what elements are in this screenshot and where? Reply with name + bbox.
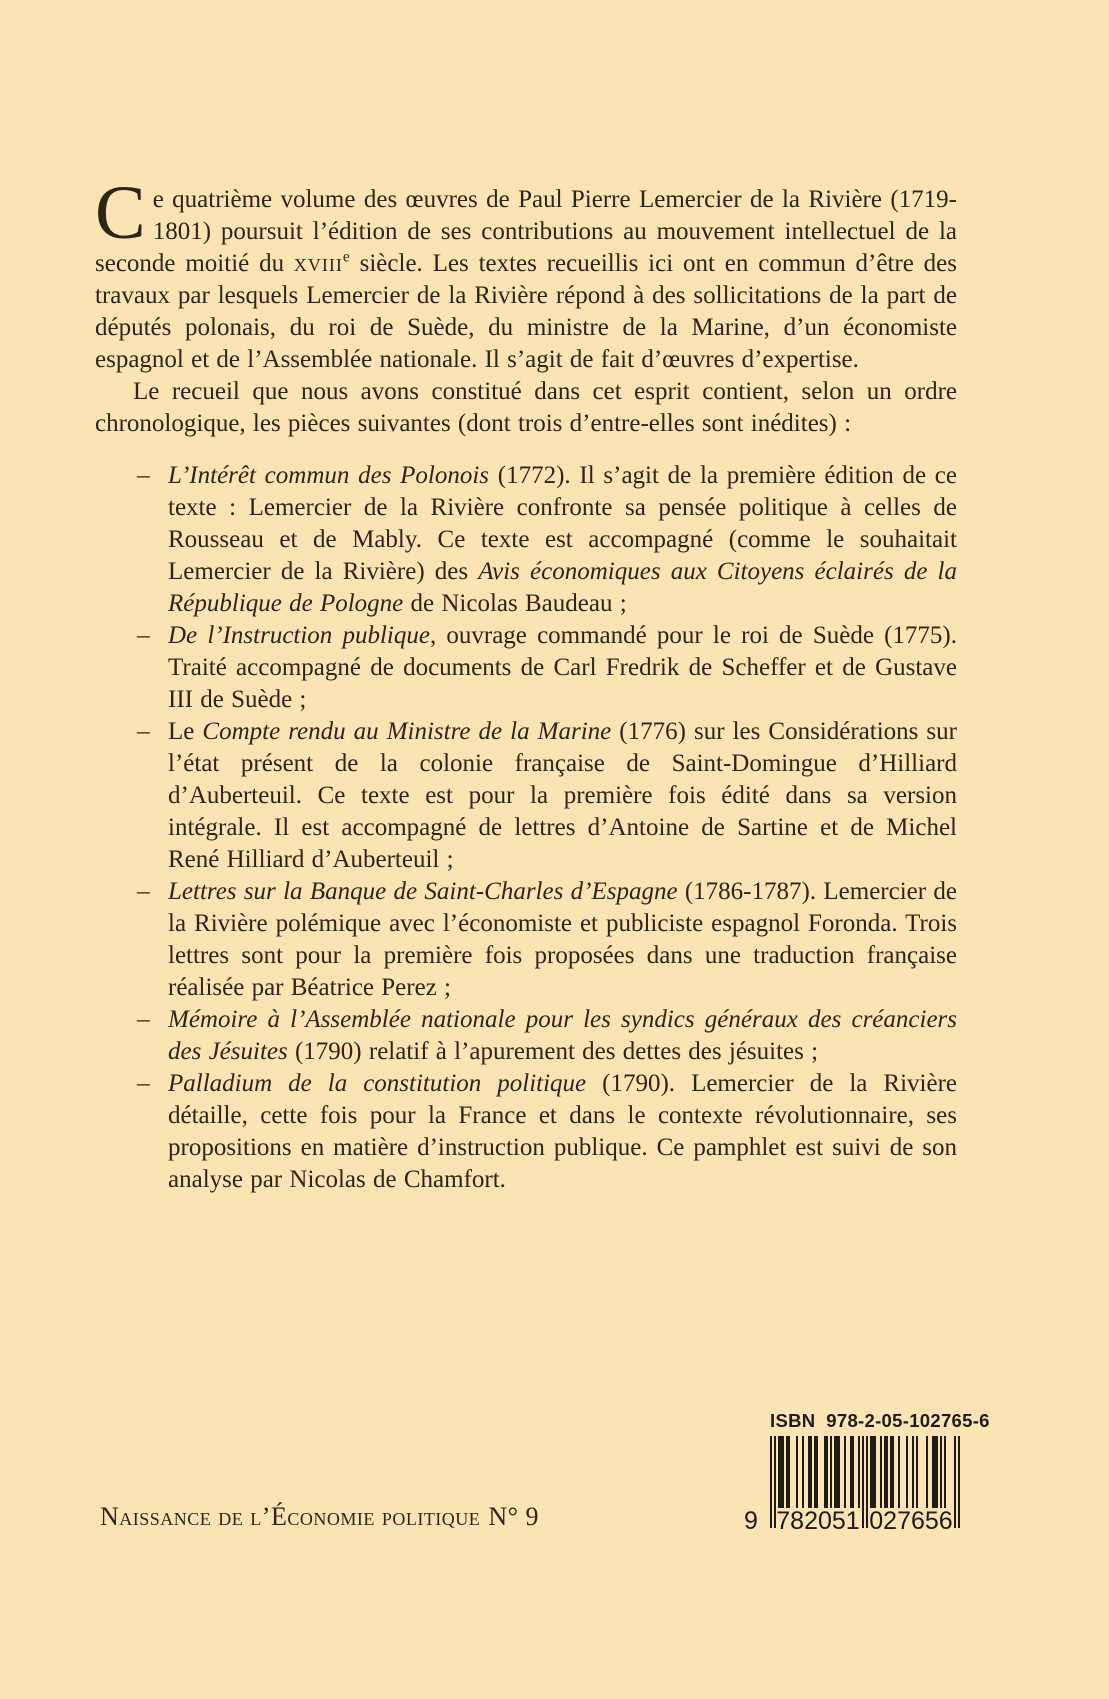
- barcode-bar: [834, 1436, 840, 1508]
- series-name: Naissance de l’Économie politique: [100, 1502, 481, 1531]
- barcode-bar: [906, 1436, 908, 1508]
- text-segment: Palladium de la constitution politique: [168, 1070, 587, 1097]
- text-segment: de Nicolas Baudeau ;: [403, 590, 627, 617]
- barcode-bar: [808, 1436, 812, 1508]
- barcode-bar: [884, 1436, 888, 1508]
- text-segment: xviii: [293, 250, 343, 277]
- barcode-bar: [778, 1436, 784, 1508]
- text-segment: Avis économiques aux Citoyens éclairés de la République de Pologne: [168, 558, 957, 617]
- barcode-bar: [870, 1436, 876, 1508]
- barcode-digits-right: 027656: [869, 1507, 953, 1535]
- list-item: [95, 620, 957, 716]
- list-item: [95, 1004, 957, 1068]
- text-segment: e quatrième volume des œuvres de Paul Pierre Lemercier de la Rivière (1719-1801) poursuit l’édition de ses contributions au mouvement intellectuel de la seconde moitié du: [95, 186, 957, 277]
- list-item-marker: –: [137, 462, 150, 489]
- barcode-bar: [824, 1436, 828, 1508]
- text-segment: , ouvrage commandé pour le roi de Suède (1775). Traité accompagné de documents de Carl Fredrik de Scheffer et de Gustave III de Suède ;: [168, 622, 957, 713]
- barcode-bar: [890, 1436, 894, 1508]
- list-item-marker: –: [137, 1006, 150, 1033]
- text-segment: Compte rendu au Ministre de la Marine: [202, 718, 612, 745]
- barcode-bar: [932, 1436, 938, 1508]
- barcode-bar: [940, 1436, 942, 1508]
- text-segment: Lettres sur la Banque de Saint-Charles d’Espagne: [168, 878, 678, 905]
- text-segment: siècle. Les textes recueillis ici ont en commun d’être des travaux par lesquels Lemercier de la Rivière répond à des sollicitations de la part de députés polonais, du roi de Suède, du ministre de la Marine, d’un économiste espagnol et de l’Assemblée nationale. Il s’agit de fait d’œuvres d’expertise.: [95, 250, 957, 373]
- text-segment: Mémoire à l’Assemblée nationale pour les syndics généraux des créanciers des Jésuites: [168, 1006, 957, 1065]
- list-item-text: [168, 718, 957, 873]
- barcode-bar: [880, 1436, 882, 1508]
- barcode-bar: [944, 1436, 946, 1508]
- barcode-bar: [786, 1436, 790, 1508]
- intro-text: [95, 171, 957, 373]
- text-segment: (1790). Lemercier de la Rivière détaille, cette fois pour la France et dans le contexte révolutionnaire, ses propositions en matière d’instruction publique. Ce pamphlet est suivi de son analyse par Nicolas de Chamfort.: [168, 1070, 957, 1193]
- back-cover-text: [95, 171, 957, 1196]
- list-item: [95, 1068, 957, 1196]
- text-segment: (1772). Il s’agit de la première édition de ce texte : Lemercier de la Rivière confronte sa pensée politique à celles de Rousseau et de Mably. Ce texte est accompagné (comme le souhaitait Lemercier de la Rivière) des: [168, 462, 957, 585]
- barcode-bar: [926, 1436, 928, 1508]
- barcode-bar: [912, 1436, 914, 1508]
- list-item-text: [168, 462, 957, 617]
- text-segment: (1790) relatif à l’apurement des dettes des jésuites ;: [287, 1038, 819, 1065]
- barcode-bars: [770, 1436, 960, 1508]
- list-item-text: [168, 1070, 957, 1193]
- list-item: [95, 876, 957, 1004]
- series-imprint: [100, 1501, 539, 1533]
- text-segment: Le: [168, 718, 203, 745]
- barcode-bar: [898, 1436, 900, 1508]
- isbn-block: [745, 1410, 990, 1536]
- list-item: [95, 460, 957, 620]
- list-item-marker: –: [137, 622, 150, 649]
- barcode-bar: [916, 1436, 918, 1508]
- barcode-bar: [802, 1436, 804, 1508]
- barcode-digits-left: 782051: [776, 1507, 860, 1535]
- barcode-bar: [796, 1436, 798, 1508]
- barcode-bar: [830, 1436, 832, 1508]
- text-segment: L’Intérêt commun des Polonois: [168, 462, 490, 489]
- barcode-digits: [744, 1507, 990, 1536]
- text-segment: e: [342, 248, 350, 266]
- list-item-marker: –: [137, 878, 150, 905]
- list-item-text: [168, 878, 957, 1001]
- list-item-text: [168, 622, 957, 713]
- series-number: N° 9: [488, 1502, 539, 1531]
- drop-cap: C: [95, 171, 146, 255]
- works-list: [95, 460, 957, 1196]
- text-segment: (1776) sur les Considérations sur l’état présent de la colonie française de Saint-Domingue d’Hilliard d’Auberteuil. Ce texte est pour la première fois édité dans sa version intégrale. Il est accompagné de lettres d’Antoine de Sartine et de Michel René Hilliard d’Auberteuil ;: [168, 718, 957, 873]
- list-item: [95, 716, 957, 876]
- isbn-label: ISBN 978-2-05-102765-6: [770, 1410, 990, 1431]
- text-segment: (1786-1787). Lemercier de la Rivière polémique avec l’économiste et publiciste espagnol Foronda. Trois lettres sont pour la première fois proposées dans une traduction française réalisée par Béatrice Perez ;: [168, 878, 957, 1001]
- intro-paragraph: [95, 171, 957, 376]
- list-item-marker: –: [137, 718, 150, 745]
- list-item-marker: –: [137, 1070, 150, 1097]
- text-segment: De l’Instruction publique: [168, 622, 430, 649]
- barcode-bar: [814, 1436, 818, 1508]
- barcode-bar: [858, 1436, 860, 1508]
- second-paragraph: Le recueil que nous avons constitué dans cet esprit contient, selon un ordre chronologique, les pièces suivantes (dont trois d’entre-elles sont inédites) :: [95, 378, 957, 437]
- barcode-bar: [850, 1436, 854, 1508]
- barcode-bar: [844, 1436, 846, 1508]
- barcode-digit-lead: 9: [744, 1507, 758, 1535]
- ean13-barcode: [745, 1436, 990, 1536]
- list-item-text: [168, 1006, 957, 1065]
